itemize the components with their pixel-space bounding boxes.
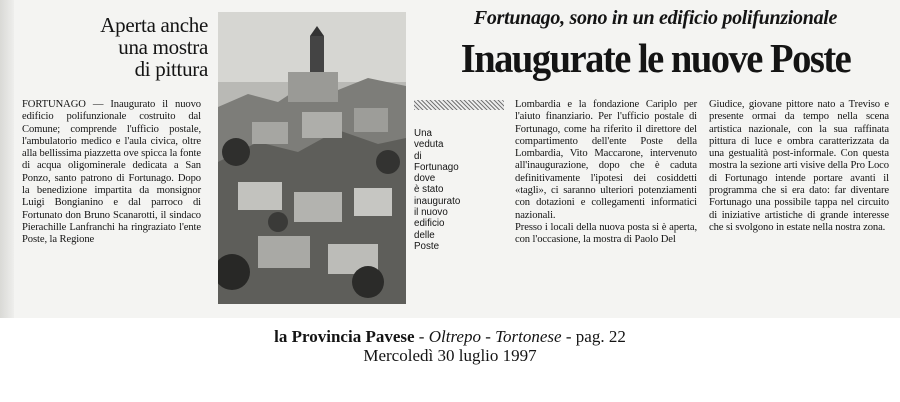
photo-caption: Una veduta di Fortunago dove è stato inaugurato il nuovo edificio delle Poste [414, 128, 461, 252]
sidebar-headline [30, 14, 208, 80]
separator: - [480, 327, 496, 346]
article-column-left: FORTUNAGO — Inaugurato il nuovo edificio polifunzionale costruito dal Comune; comprende l'ufficio postale, l'ambulatorio medico e l'aula civica, oltre alla bellissima piazzetta ove spicca la fonte di acqua oligominerale dedicata a San Ponzo, santo patrono di Fortunago. Dopo la benedizione impartita da monsignor Luigi Bongianino e dal parroco di Fortunato don Bruno Scanarotti, il sindaco Pierachille Lanfranchi ha ringraziato l'ente Poste, la Regione [22, 99, 201, 246]
caption-rule [414, 100, 504, 110]
section-oltrepo: Oltrepo [428, 327, 481, 346]
article-column-right: Giudice, giovane pittore nato a Treviso e presente ormai da tempo nella scena artistica nazionale, con la sua raffinata pittura di luce e ombra caratterizzata da una gestualità post-informale. Con questa mostra la sezione arti visive della Pro Loco di Fortunago intende portare avanti il programma che si era dato: far diventare Fortunago una possibile tappa nel circuito di iniziative artistiche di grande interesse che si svolgono in estate nella nostra zona. [709, 99, 889, 233]
publication-name: la Provincia Pavese [274, 327, 415, 346]
kicker: Fortunago, sono in un edificio polifunzionale [473, 7, 838, 29]
section-tortonese: Tortonese [495, 327, 562, 346]
publication-date: Mercoledì 30 luglio 1997 [363, 346, 537, 365]
previous-column-edge [0, 0, 14, 318]
headline: Inaugurate le nuove Poste [460, 35, 851, 81]
separator: - [414, 327, 429, 346]
article-column-middle: Lombardia e la fondazione Cariplo per l'aiuto finanziario. Per l'ufficio postale di Fortunago, come ha riferito il direttore del compartimento dell'ente Poste della Lombardia, Vito Maccarone, intervenuto all'inaugurazione, dopo che è caduta definitivamente l'ipotesi dei cosiddetti «tagli», ci saranno ulteriori potenziamenti con dotazioni e collegamenti informatici nazionali. Presso i locali della nuova posta si è aperta, con l'occasione, la mostra di Paolo Del [515, 99, 697, 246]
sidebar-headline-text: Aperta anche una mostra di pittura [100, 13, 208, 81]
source-line [0, 327, 900, 347]
page-number: - pag. 22 [561, 327, 626, 346]
village-photo [218, 12, 406, 304]
